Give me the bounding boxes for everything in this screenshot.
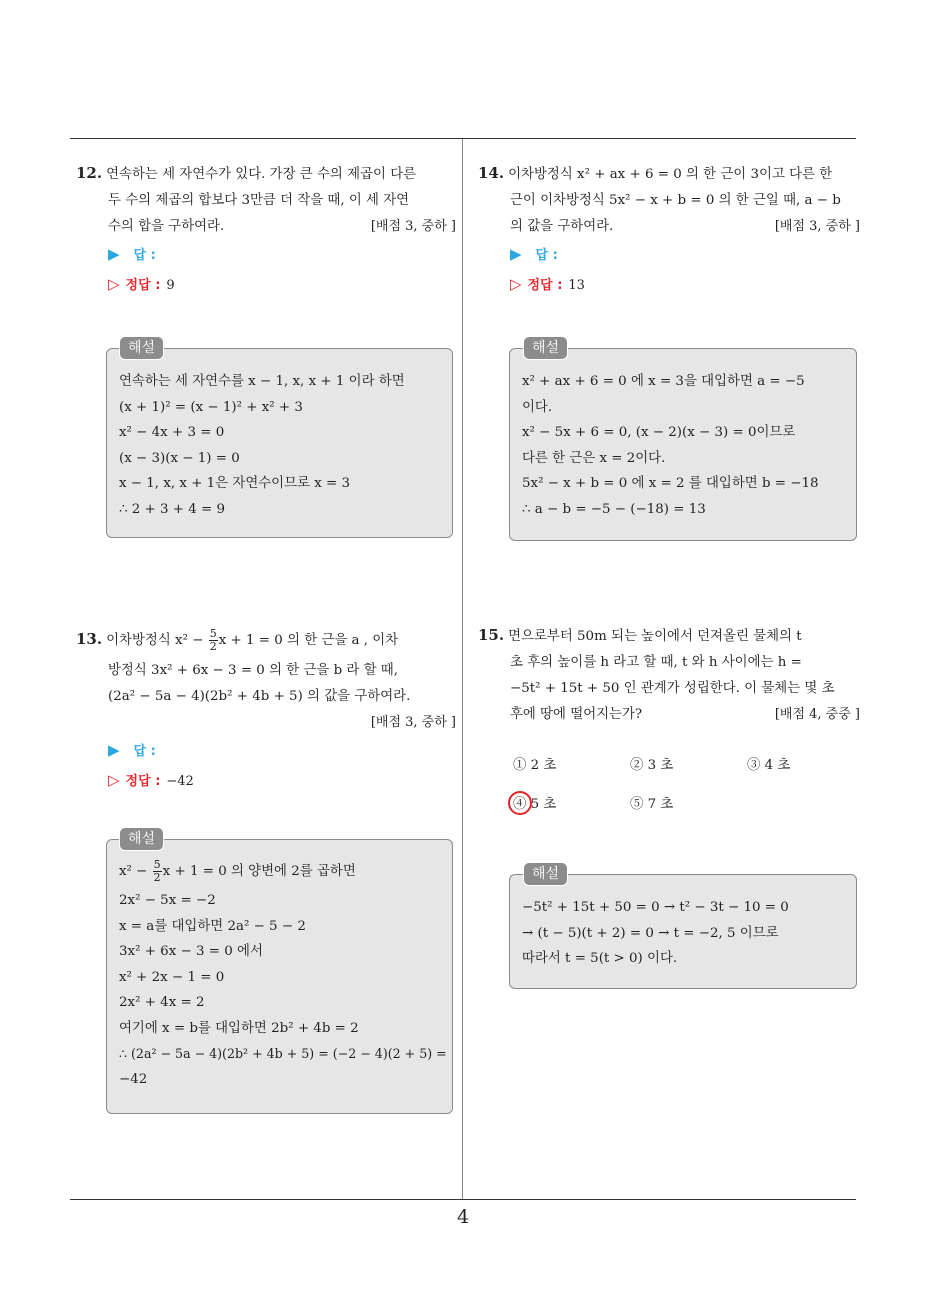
bottom-rule [70, 1199, 856, 1200]
correct-answer [478, 270, 860, 300]
problem-13 [76, 622, 456, 796]
question-text: 이차방정식 x² − [106, 633, 204, 648]
correct-answer [76, 766, 456, 796]
solution-box-13 [106, 839, 453, 1114]
question-text: 연속하는 세 자연수가 있다. 가장 큰 수의 제곱이 다른 [106, 167, 417, 182]
solution-line: x² + ax + 6 = 0 에 x = 3을 대입하면 a = −5 [522, 374, 805, 389]
problem-15 [478, 622, 860, 728]
answer-label: 답 : [133, 744, 156, 759]
solution-line: x − 1, x, x + 1은 자연수이므로 x = 3 [119, 476, 351, 491]
problem-number: 13. [76, 630, 103, 648]
play-triangle-icon: ▶ [510, 245, 522, 263]
page-number: 4 [456, 1206, 470, 1228]
choice-3[interactable]: ③ 4 초 [747, 758, 791, 773]
correct-answer [76, 270, 456, 300]
solution-line: x = a를 대입하면 2a² − 5 − 2 [119, 918, 306, 934]
solution-line: ∴ a − b = −5 − (−18) = 13 [522, 501, 706, 517]
solution-line: 5x² − x + b = 0 에 x = 2 를 대입하면 b = −18 [522, 476, 819, 491]
play-triangle-icon: ▶ [108, 245, 120, 263]
solution-line: 이다. [522, 399, 553, 415]
answer-field[interactable] [76, 240, 456, 270]
solution-line: x² − 5x + 6 = 0, (x − 2)(x − 3) = 0이므로 [522, 425, 796, 440]
question-text: 방정식 3x² + 6x − 3 = 0 의 한 근을 b 라 할 때, [108, 663, 398, 678]
fraction: $\frac{5}{2}$ [153, 858, 161, 884]
solution-line: ∴ 2 + 3 + 4 = 9 [119, 501, 226, 517]
outline-triangle-icon: ▷ [108, 275, 120, 293]
answer-label: 답 : [535, 248, 558, 263]
question-text: x + 1 = 0 의 한 근을 a , 이차 [218, 633, 399, 648]
solution-line: 여기에 x = b를 대입하면 2b² + 4b = 2 [119, 1020, 359, 1036]
solution-line: x² + 2x − 1 = 0 [119, 969, 225, 985]
correct-circle-icon [508, 791, 532, 815]
problem-12 [76, 160, 456, 300]
fraction: $\frac{5}{2}$ [209, 627, 217, 653]
solution-line: (x − 3)(x − 1) = 0 [119, 450, 240, 466]
problem-number: 12. [76, 164, 103, 182]
solution-box-12 [106, 348, 453, 538]
solution-tag: 해설 [523, 336, 568, 360]
question-text: 이차방정식 x² + ax + 6 = 0 의 한 근이 3이고 다른 한 [508, 167, 833, 182]
question-text: 면으로부터 50m 되는 높이에서 던져올린 물체의 t [508, 629, 802, 644]
answer-field[interactable] [76, 736, 456, 766]
solution-line: x + 1 = 0 의 양변에 2를 곱하면 [162, 864, 356, 879]
choice-1[interactable]: ① 2 초 [513, 758, 557, 773]
answer-field[interactable] [478, 240, 860, 270]
solution-line: 2x² + 4x = 2 [119, 995, 205, 1010]
question-text: (2a² − 5a − 4)(2b² + 4b + 5) 의 값을 구하여라. [108, 689, 411, 704]
solution-tag: 해설 [119, 336, 164, 360]
correct-label: 정답 : [125, 278, 161, 293]
choice-4[interactable]: ④ 5 초 [513, 797, 557, 812]
solution-line: −5t² + 15t + 50 = 0 → t² − 3t − 10 = 0 [522, 900, 789, 915]
problem-14 [478, 160, 860, 300]
score-label: [배점 4, 중중 ] [774, 707, 860, 722]
solution-line: 3x² + 6x − 3 = 0 에서 [119, 944, 263, 959]
correct-value: −42 [166, 774, 194, 789]
solution-line: x² − [119, 864, 148, 879]
solution-line: 따라서 t = 5(t > 0) 이다. [522, 951, 678, 966]
solution-box-14 [509, 348, 857, 541]
problem-number: 15. [478, 626, 505, 644]
top-rule [70, 138, 856, 139]
question-text: 근이 이차방정식 5x² − x + b = 0 의 한 근일 때, a − b [510, 193, 841, 208]
play-triangle-icon: ▶ [108, 741, 120, 759]
score-label: [배점 3, 중하 ] [370, 715, 456, 730]
choice-5[interactable]: ⑤ 7 초 [630, 797, 674, 812]
solution-line: −42 [119, 1071, 148, 1087]
answer-label: 답 : [133, 248, 156, 263]
question-text: 후에 땅에 떨어지는가? [510, 707, 643, 722]
solution-line: 연속하는 세 자연수를 x − 1, x, x + 1 이라 하면 [119, 374, 405, 389]
solution-line: x² − 4x + 3 = 0 [119, 425, 225, 440]
question-text: 수의 합을 구하여라. [108, 219, 225, 234]
question-text: −5t² + 15t + 50 인 관계가 성립한다. 이 물체는 몇 초 [510, 681, 835, 696]
correct-label: 정답 : [125, 774, 161, 789]
solution-line: 2x² − 5x = −2 [119, 893, 216, 908]
solution-line: 다른 한 근은 x = 2이다. [522, 450, 666, 466]
question-text: 두 수의 제곱의 합보다 3만큼 더 작을 때, 이 세 자연 [108, 193, 410, 208]
solution-box-15 [509, 874, 857, 989]
solution-tag: 해설 [119, 827, 164, 851]
correct-label: 정답 : [527, 278, 563, 293]
correct-value: 9 [166, 278, 175, 293]
question-text: 초 후의 높이를 h 라고 할 때, t 와 h 사이에는 h = [510, 655, 802, 670]
outline-triangle-icon: ▷ [510, 275, 522, 293]
solution-line: ∴ (2a² − 5a − 4)(2b² + 4b + 5) = (−2 − 4)(2 + 5) = [119, 1046, 447, 1061]
column-divider [462, 139, 463, 1200]
correct-value: 13 [568, 278, 585, 293]
solution-line: → (t − 5)(t + 2) = 0 → t = −2, 5 이므로 [522, 925, 779, 941]
problem-number: 14. [478, 164, 505, 182]
outline-triangle-icon: ▷ [108, 771, 120, 789]
score-label: [배점 3, 중하 ] [774, 219, 860, 234]
solution-tag: 해설 [523, 862, 568, 886]
choice-2[interactable]: ② 3 초 [630, 758, 674, 773]
solution-line: (x + 1)² = (x − 1)² + x² + 3 [119, 399, 303, 415]
score-label: [배점 3, 중하 ] [370, 219, 456, 234]
question-text: 의 값을 구하여라. [510, 219, 614, 234]
